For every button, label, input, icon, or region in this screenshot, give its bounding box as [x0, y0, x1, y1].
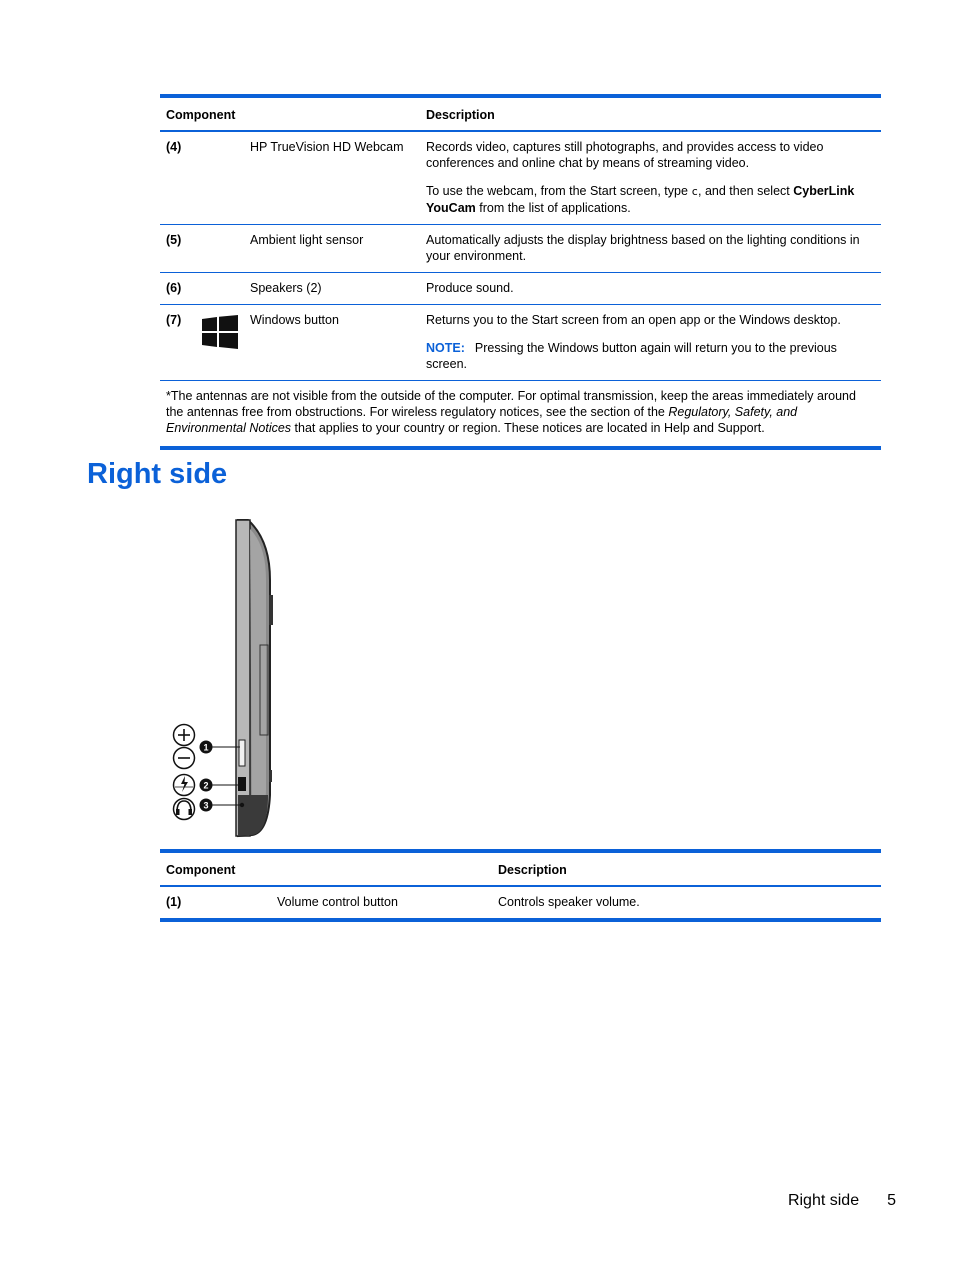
inline-code: c [691, 185, 699, 198]
bold-term: CyberLink YouCam [426, 184, 855, 215]
page-footer [788, 1192, 896, 1210]
headphone-icon [174, 799, 195, 820]
components-table-right-side [160, 849, 881, 922]
note-text: Pressing the Windows button again will return you to the previous screen. [426, 341, 837, 371]
component-name: Speakers (2) [244, 273, 420, 305]
description-text: Records video, captures still photographs, and provides access to video conferences and online chat by means of streaming video. [426, 140, 824, 170]
note-label: NOTE: [426, 341, 465, 355]
callout-1 [200, 741, 241, 754]
components-table-top [160, 94, 881, 450]
row-number: (1) [166, 895, 182, 909]
row-number: (6) [160, 273, 244, 305]
volume-down-icon [174, 748, 195, 769]
description-text: To use the webcam, from the Start screen, type c, and then select CyberLink YouCam from the list of applications. [426, 184, 855, 215]
windows-logo-icon [202, 315, 238, 349]
header-description: Description [492, 851, 881, 886]
usb-charging-icon [174, 775, 195, 796]
row-number: (5) [160, 225, 244, 273]
component-name: Volume control button [277, 895, 398, 909]
volume-up-icon [174, 725, 195, 746]
row-number-cell [160, 305, 244, 381]
description-text: Returns you to the Start screen from an open app or the Windows desktop. [426, 313, 841, 327]
callout-3 [200, 799, 241, 812]
component-description: Produce sound. [420, 273, 881, 305]
header-component: Component [160, 851, 492, 886]
table-row [160, 886, 881, 920]
component-description: Controls speaker volume. [498, 895, 640, 909]
row-number: (4) [160, 131, 244, 225]
section-title: Right side [87, 458, 228, 490]
component-description [420, 305, 881, 381]
note [426, 340, 875, 372]
component-name: Ambient light sensor [244, 225, 420, 273]
header-description: Description [420, 96, 881, 131]
component-name: Windows button [244, 305, 420, 381]
table-row [160, 225, 881, 273]
footnote-italic: Regulatory, Safety, and Environmental Notices [166, 405, 798, 435]
footer-section: Right side [787, 1192, 860, 1209]
callout-number: 1 [203, 742, 209, 753]
callout-number: 2 [203, 780, 209, 791]
row-number: (7) [166, 313, 182, 327]
callout-2 [200, 779, 241, 792]
header-component: Component [160, 96, 420, 131]
footnote-row [160, 381, 881, 449]
table-row [160, 273, 881, 305]
table-row [160, 305, 881, 381]
component-name: HP TrueVision HD Webcam [244, 131, 420, 225]
page-number: 5 [887, 1192, 896, 1209]
right-side-figure [168, 515, 288, 840]
footnote: *The antennas are not visible from the outside of the computer. For optimal transmission, keep the areas immediately around the antennas free from obstructions. For wireless regulatory notices, see the section of the Regulatory, Safety, and Environmental Notices that applies to your country or region. These notices are located in Help and Support. [166, 389, 856, 435]
component-description [420, 131, 881, 225]
callout-number: 3 [203, 800, 209, 811]
component-description: Automatically adjusts the display brightness based on the lighting conditions in your environment. [420, 225, 881, 273]
table-row [160, 131, 881, 225]
